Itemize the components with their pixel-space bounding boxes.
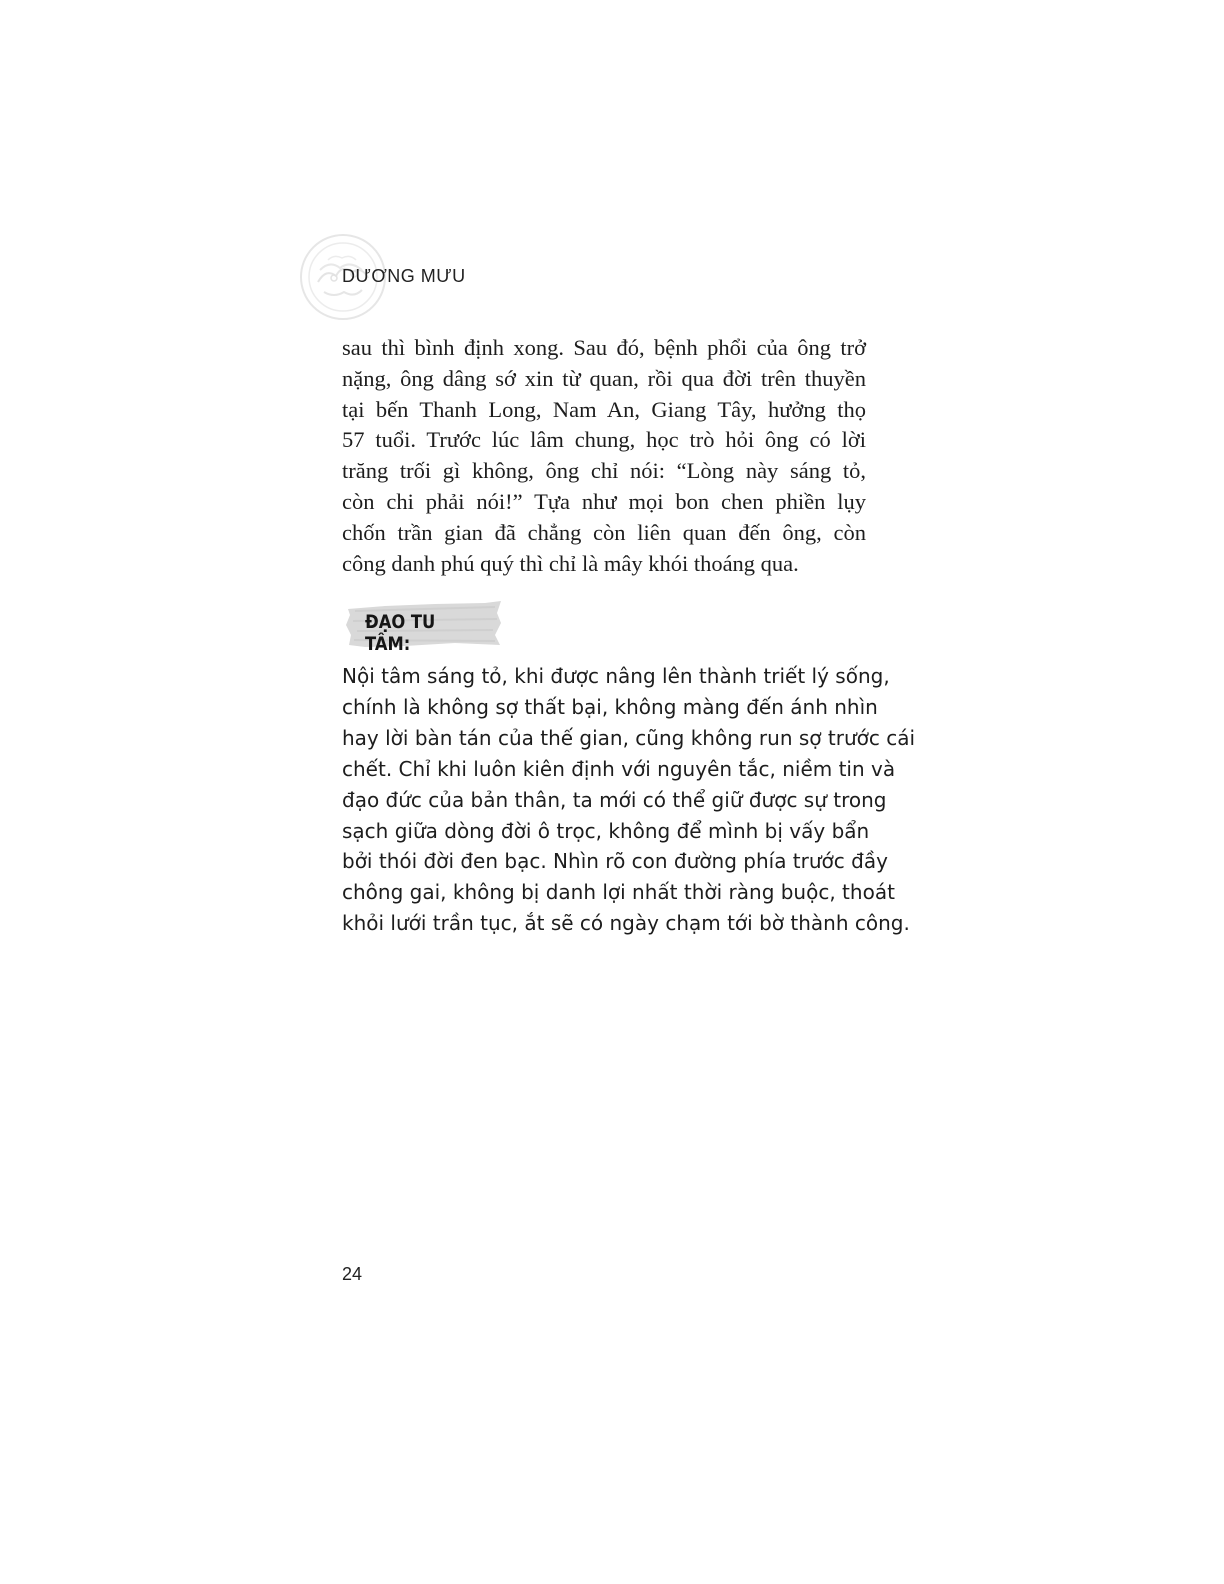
paragraph-line: chết. Chỉ khi luôn kiên định với nguyên tắc, niềm tin và (342, 756, 896, 781)
paragraph-line: đạo đức của bản thân, ta mới có thể giữ được sự trong (342, 787, 887, 812)
page-number: 24 (342, 1264, 363, 1284)
paragraph-line: nặng, ông dâng sớ xin từ quan, rồi qua đời trên thuyền (342, 365, 866, 391)
paragraph-line: còn chi phải nói!” Tựa như mọi bon chen phiền lụy (342, 488, 866, 514)
section-heading-label: ĐẠO TU TÂM: (365, 611, 436, 655)
running-header-title: DƯƠNG MƯU (342, 266, 466, 286)
paragraph-line: công danh phú quý thì chỉ là mây khói thoáng qua. (342, 550, 799, 576)
paragraph-line: khỏi lưới trần tục, ắt sẽ có ngày chạm tới bờ thành công. (342, 911, 910, 936)
paragraph-line: tại bến Thanh Long, Nam An, Giang Tây, hưởng thọ (342, 396, 866, 422)
paragraph-line: 57 tuổi. Trước lúc lâm chung, học trò hỏi ông có lời (342, 427, 866, 453)
paragraph-line: Nội tâm sáng tỏ, khi được nâng lên thành triết lý sống, (342, 664, 890, 688)
paragraph-line: chính là không sợ thất bại, không màng đến ánh nhìn (342, 694, 878, 719)
paragraph-line: sạch giữa dòng đời ô trọc, không để mình bị vấy bẩn (342, 818, 870, 843)
body-paragraph (342, 333, 866, 579)
reflection-paragraph (342, 661, 916, 939)
paragraph-line: hay lời bàn tán của thế gian, cũng không run sợ trước cái (342, 725, 916, 750)
paragraph-line: trăng trối gì không, ông chỉ nói: “Lòng này sáng tỏ, (342, 458, 866, 484)
paragraph-line: sau thì bình định xong. Sau đó, bệnh phổi của ông trở (342, 335, 866, 360)
paragraph-line: chông gai, không bị danh lợi nhất thời ràng buộc, thoát (342, 880, 895, 905)
paragraph-line: bởi thói đời đen bạc. Nhìn rõ con đường phía trước đầy (342, 849, 888, 874)
paragraph-line: chốn trần gian đã chẳng còn liên quan đến ông, còn (342, 519, 866, 545)
section-heading (345, 601, 502, 655)
